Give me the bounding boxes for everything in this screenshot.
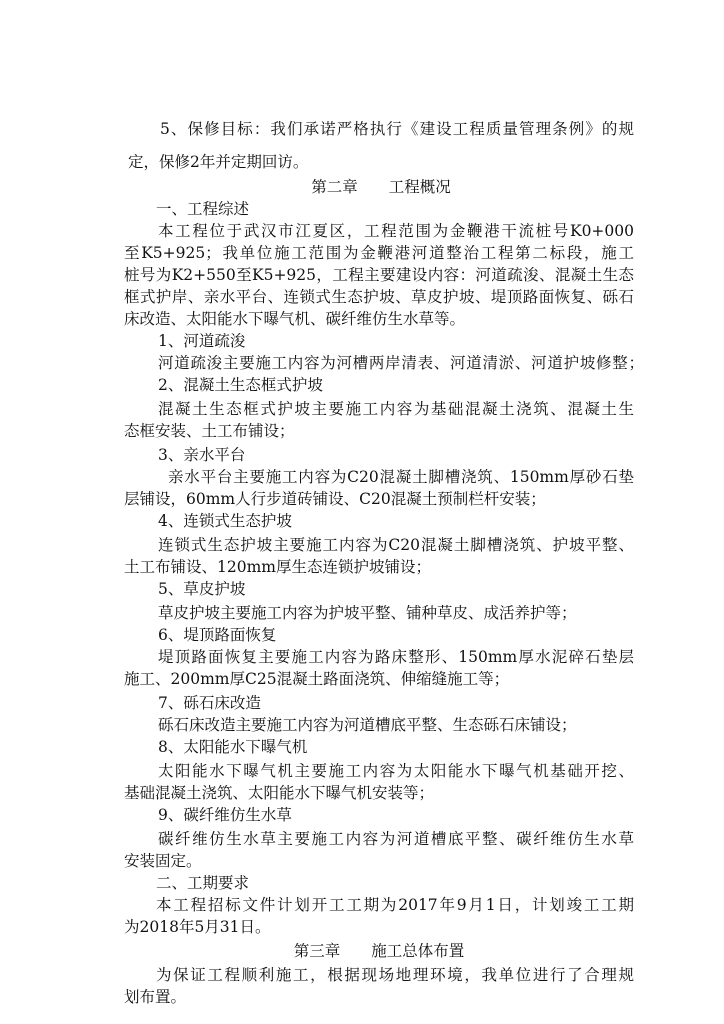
subsection-heading: 9、碳纤维仿生水草: [158, 806, 292, 824]
text-line: 河道疏浚主要施工内容为河槽两岸清表、河道清淤、河道护坡修整；: [158, 354, 644, 372]
subsection-heading: 5、草皮护坡: [158, 580, 246, 598]
text-line: 床改造、太阳能水下曝气机、碳纤维仿生水草等。: [124, 310, 466, 328]
subsection-heading: 2、混凝土生态框式护坡: [158, 376, 323, 394]
text-line: 基础混凝土浇筑、太阳能水下曝气机安装等；: [124, 784, 435, 802]
text-line: 土工布铺设、120mm厚生态连锁护坡铺设；: [124, 558, 431, 576]
text-line: 5、保修目标：我们承诺严格执行《建设工程质量管理条例》的规: [160, 120, 634, 138]
text-line: 亲水平台主要施工内容为C20混凝土脚槽浇筑、150mm厚砂石垫: [168, 468, 634, 486]
subsection-heading: 1、河道疏浚: [158, 332, 246, 350]
text-line: 本工程招标文件计划开工工期为2017年9月1日，计划竣工工期: [156, 896, 634, 914]
subsection-heading: 8、太阳能水下曝气机: [158, 738, 308, 756]
text-line: 混凝土生态框式护坡主要施工内容为基础混凝土浇筑、混凝土生: [158, 400, 634, 418]
text-line: 定，保修2年并定期回访。: [128, 153, 309, 171]
text-line: 为2018年5月31日。: [124, 918, 271, 936]
section-heading: 一、工程综述: [156, 200, 250, 218]
chapter-heading: 第三章 施工总体布置: [293, 942, 465, 960]
text-line: 太阳能水下曝气机主要施工内容为太阳能水下曝气机基础开挖、: [158, 762, 634, 780]
text-line: 本工程位于武汉市江夏区，工程范围为金鞭港干流桩号K0+000: [158, 222, 634, 240]
text-line: 划布置。: [124, 988, 187, 1006]
text-line: 连锁式生态护坡主要施工内容为C20混凝土脚槽浇筑、护坡平整、: [158, 536, 634, 554]
text-line: 态框安装、土工布铺设；: [124, 422, 295, 440]
text-line: 碳纤维仿生水草主要施工内容为河道槽底平整、碳纤维仿生水草: [158, 830, 634, 848]
subsection-heading: 3、亲水平台: [158, 446, 246, 464]
text-line: 砾石床改造主要施工内容为河道槽底平整、生态砾石床铺设；: [158, 716, 577, 734]
text-line: 框式护岸、亲水平台、连锁式生态护坡、草皮护坡、堤顶路面恢复、砾石: [124, 288, 634, 306]
text-line: 施工、200mm厚C25混凝土路面浇筑、伸缩缝施工等；: [124, 670, 510, 688]
subsection-heading: 6、堤顶路面恢复: [158, 626, 277, 644]
subsection-heading: 7、砾石床改造: [158, 694, 261, 712]
section-heading: 二、工期要求: [156, 874, 250, 892]
text-line: 至K5+925；我单位施工范围为金鞭港河道整治工程第二标段，施工: [124, 244, 634, 262]
text-line: 桩号为K2+550至K5+925，工程主要建设内容：河道疏浚、混凝土生态: [124, 266, 634, 284]
text-line: 安装固定。: [124, 852, 202, 870]
text-line: 草皮护坡主要施工内容为护坡平整、铺种草皮、成活养护等；: [158, 604, 577, 622]
subsection-heading: 4、连锁式生态护坡: [158, 512, 292, 530]
text-line: 堤顶路面恢复主要施工内容为路床整形、150mm厚水泥碎石垫层: [158, 648, 634, 666]
chapter-heading: 第二章 工程概况: [311, 178, 451, 196]
text-line: 为保证工程顺利施工，根据现场地理环境，我单位进行了合理规: [156, 966, 634, 984]
text-line: 层铺设，60mm人行步道砖铺设、C20混凝土预制栏杆安装；: [124, 490, 546, 508]
